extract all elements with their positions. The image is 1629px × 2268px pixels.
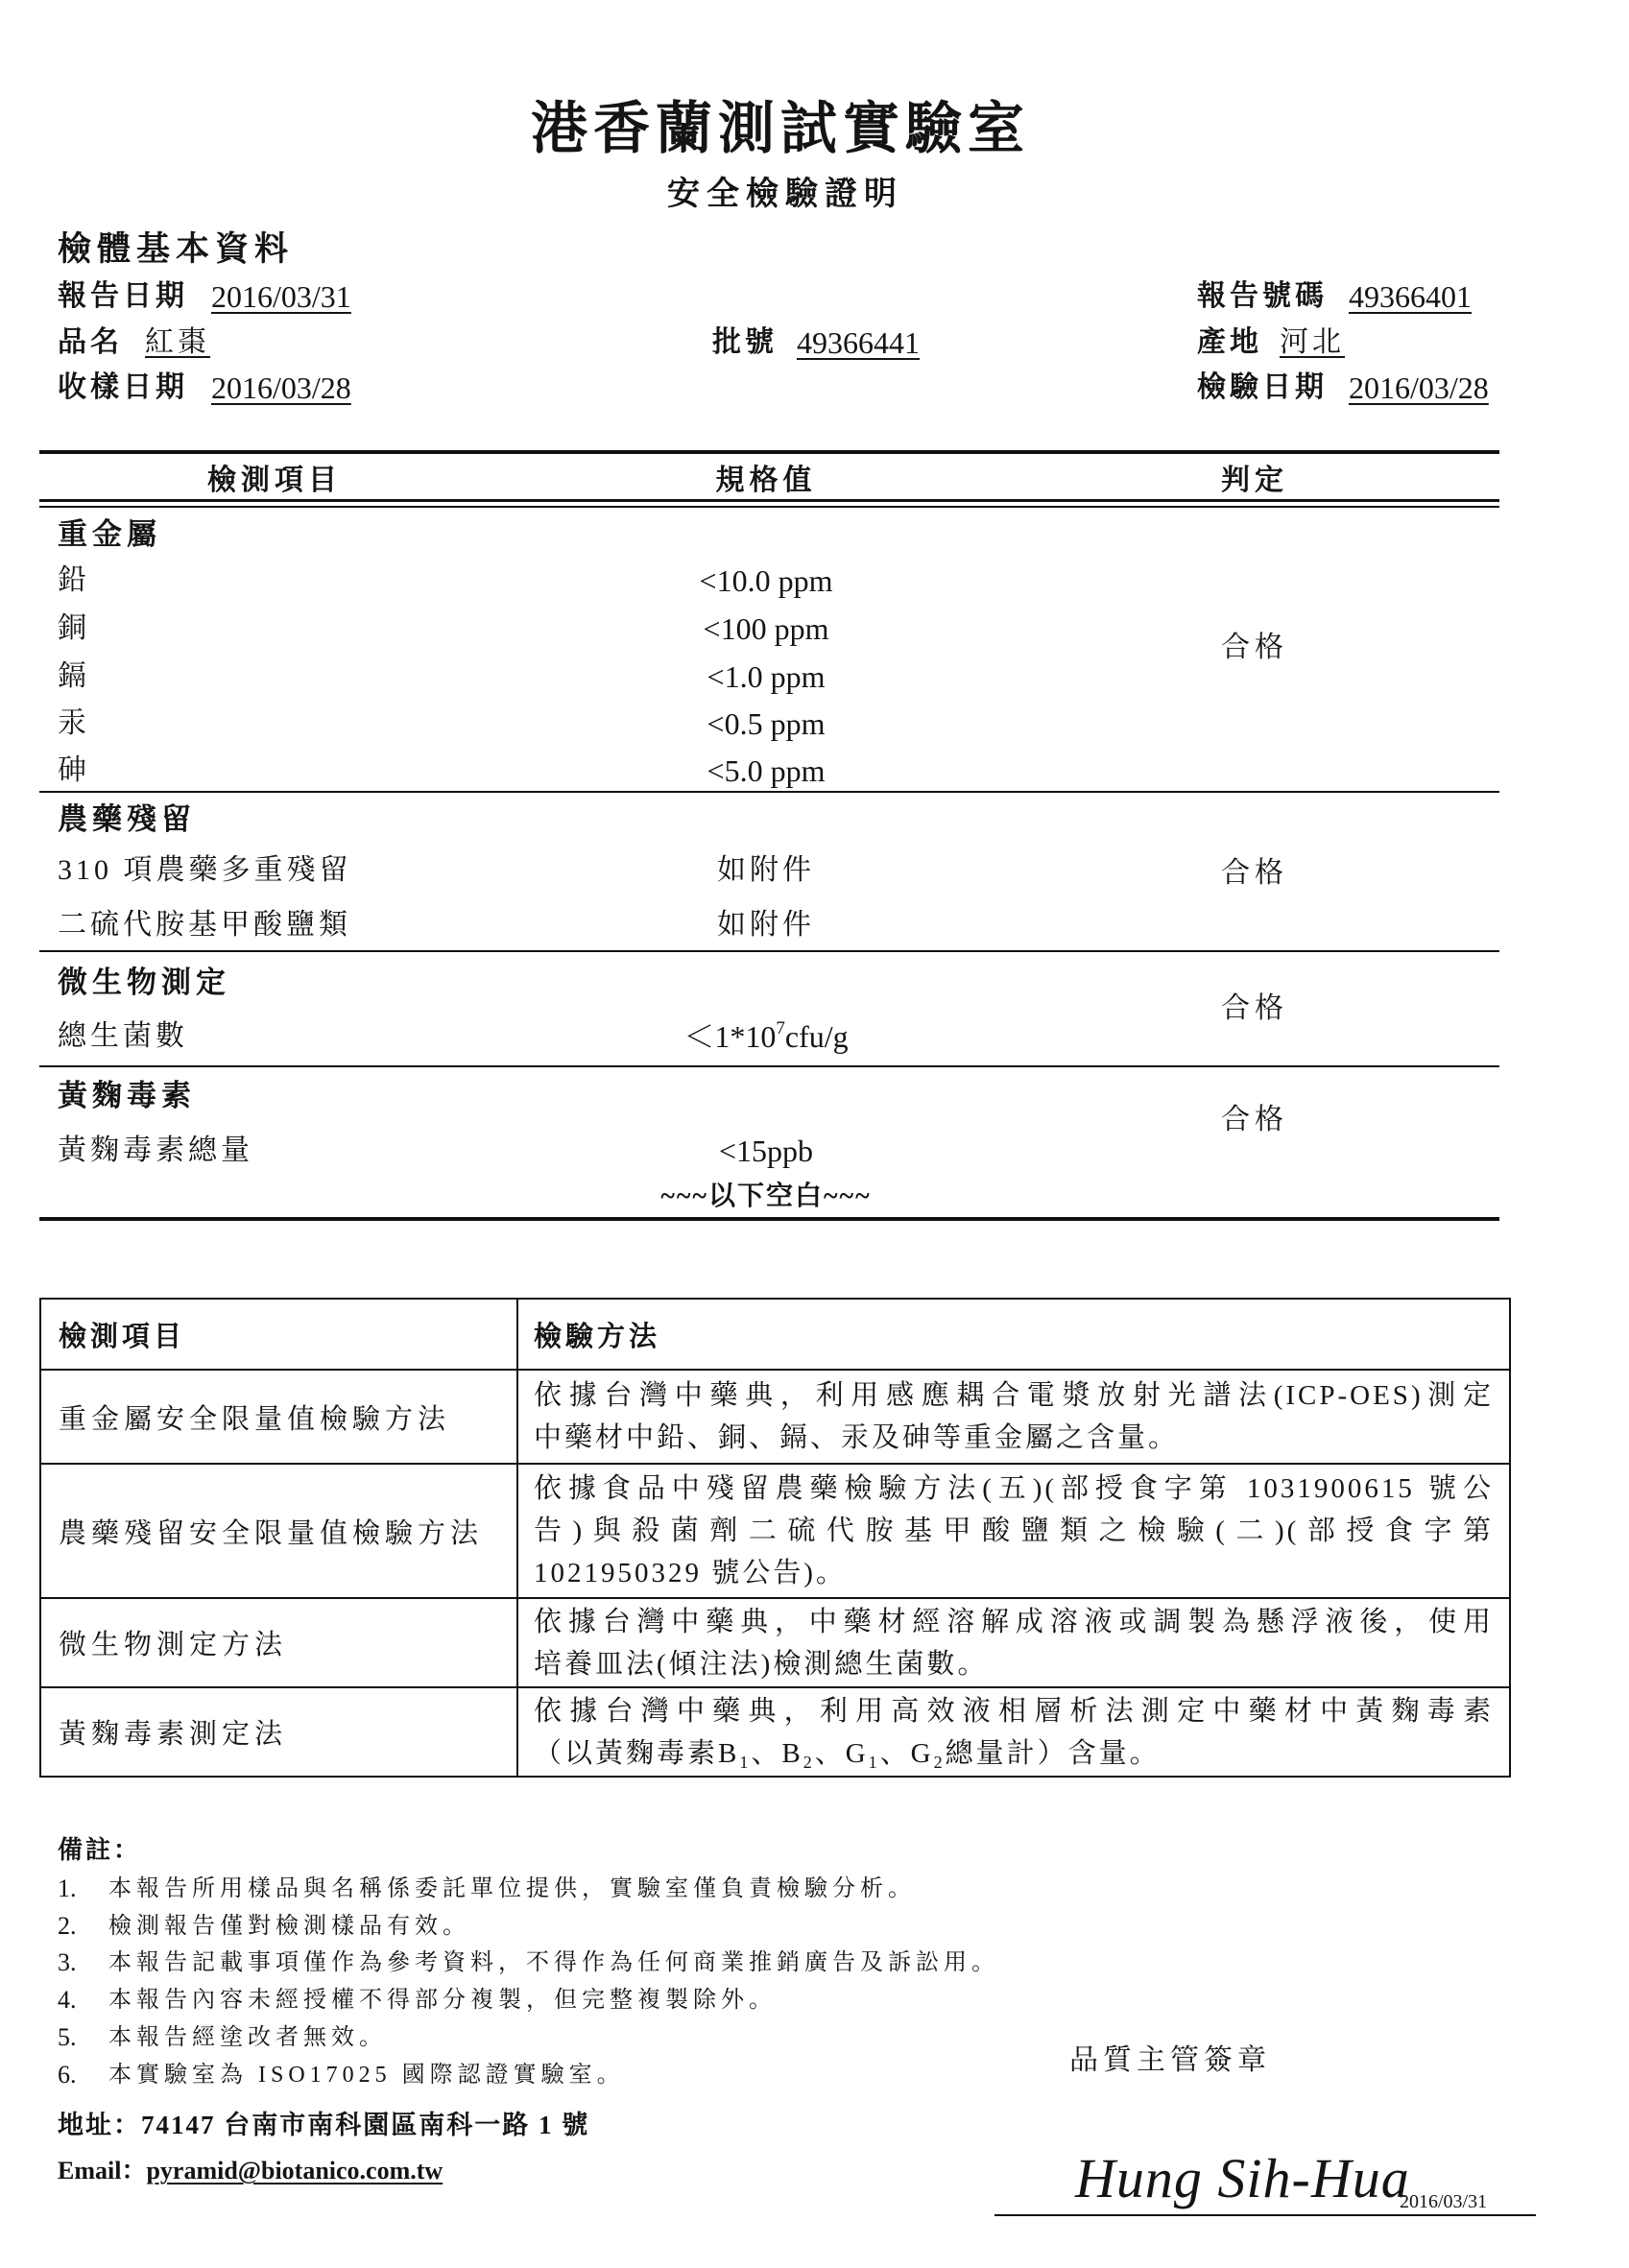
received-date-value: 2016/03/28 — [211, 370, 351, 405]
text-part: 、G — [879, 1737, 934, 1769]
item-cadmium: 鎘 — [58, 660, 90, 692]
test-date-label: 檢驗日期 — [1197, 371, 1328, 403]
report-date-value: 2016/03/31 — [211, 279, 351, 314]
report-number-label: 報告號碼 — [1197, 280, 1328, 312]
method-desc-line: 中藥材中鉛、銅、鎘、汞及砷等重金屬之含量。 — [534, 1422, 1180, 1453]
text-part: （以黃麴毒素B — [534, 1737, 740, 1769]
method-desc-cell-aflatoxin — [518, 1688, 1509, 1776]
method-item-heavy-metals: 重金屬安全限量值檢驗方法 — [59, 1403, 451, 1435]
signature-line — [994, 2214, 1536, 2216]
test-methods-table — [39, 1298, 1511, 1778]
spec-mercury: <0.5 ppm — [707, 706, 826, 741]
method-item-cell-pesticide — [41, 1465, 518, 1599]
methods-header-method: 檢驗方法 — [534, 1321, 661, 1352]
method-item-pesticide: 農藥殘留安全限量值檢驗方法 — [59, 1517, 484, 1549]
note-number: 1. — [58, 1874, 77, 1902]
note-number: 4. — [58, 1986, 77, 2014]
report-date-label: 報告日期 — [58, 280, 188, 312]
spec-total-plate-count — [574, 1018, 958, 1055]
handwritten-signature: Hung Sih-Hua — [1075, 2147, 1410, 2209]
specimen-info-heading: 檢體基本資料 — [58, 230, 295, 268]
spec-tpc-base: ＜1*10 — [683, 1019, 777, 1054]
spec-multi-pesticide: 如附件 — [717, 854, 815, 886]
spec-tpc-unit: cfu/g — [784, 1019, 849, 1054]
subscript: 1 — [868, 1752, 880, 1772]
spec-total-aflatoxin: <15ppb — [718, 1134, 814, 1168]
section-rule-microbial — [39, 1065, 1499, 1067]
section-heavy-metals: 重金屬 — [58, 517, 161, 551]
note-number: 5. — [58, 2023, 77, 2051]
spec-arsenic: <5.0 ppm — [707, 753, 826, 788]
method-desc-line-subscripts — [534, 1732, 1494, 1775]
note-text: 本報告所用樣品與名稱係委託單位提供，實驗室僅負責檢驗分析。 — [108, 1876, 916, 1901]
method-desc-line: 依據食品中殘留農藥檢驗方法(五)(部授食字第 1031900615 號公 — [534, 1473, 1494, 1504]
section-rule-heavy-metals — [39, 791, 1499, 793]
batch-number-label: 批號 — [712, 326, 778, 358]
method-item-cell-heavy-metals — [41, 1371, 518, 1465]
address-label: 地址： — [58, 2111, 141, 2139]
method-desc-line: 告)與殺菌劑二硫代胺基甲酸鹽類之檢驗(二)(部授食字第 — [534, 1516, 1494, 1546]
method-desc-cell-heavy-metals — [518, 1371, 1509, 1465]
method-desc-line: 依據台灣中藥典，中藥材經溶解成溶液或調製為懸浮液後，使用 — [534, 1606, 1494, 1637]
notes-heading: 備註： — [58, 1836, 142, 1864]
method-desc-cell-pesticide — [518, 1465, 1509, 1599]
section-microbial: 微生物測定 — [58, 966, 230, 999]
subscript: 2 — [803, 1752, 815, 1772]
subscript: 2 — [933, 1752, 946, 1772]
note-text: 本報告經塗改者無效。 — [108, 2025, 387, 2050]
origin-value: 河北 — [1280, 326, 1345, 358]
product-name-value: 紅棗 — [145, 326, 210, 358]
email-address: pyramid@biotanico.com.tw — [146, 2157, 443, 2184]
item-dithiocarbamates: 二硫代胺基甲酸鹽類 — [58, 909, 351, 941]
section-pesticide-residue: 農藥殘留 — [58, 802, 196, 836]
method-item-aflatoxin: 黃麴毒素測定法 — [59, 1719, 288, 1750]
item-total-plate-count: 總生菌數 — [58, 1020, 188, 1052]
blank-below-marker: ~~~以下空白~~~ — [660, 1182, 872, 1211]
results-table-top-rule — [39, 450, 1499, 454]
methods-header-method-cell — [518, 1300, 1509, 1371]
address-value: 74147 台南市南科園區南科一路 1 號 — [141, 2111, 590, 2139]
spec-lead: <10.0 ppm — [699, 563, 833, 598]
note-text: 本實驗室為 ISO17025 國際認證實驗室。 — [108, 2063, 625, 2088]
text-part: 、B — [751, 1737, 803, 1769]
method-desc-cell-microbial — [518, 1599, 1509, 1688]
item-total-aflatoxin: 黃麴毒素總量 — [58, 1134, 253, 1166]
batch-number-value: 49366441 — [797, 325, 920, 360]
section-aflatoxin: 黃麴毒素 — [58, 1079, 196, 1112]
note-text: 本報告記載事項僅作為參考資料，不得作為任何商業推銷廣告及訴訟用。 — [108, 1950, 999, 1975]
note-number: 2. — [58, 1912, 77, 1940]
method-desc-line: 培養皿法(傾注法)檢測總生菌數。 — [534, 1648, 989, 1680]
certificate-subtitle: 安全檢驗證明 — [667, 177, 903, 212]
item-lead: 鉛 — [58, 564, 90, 596]
results-header-rule-2 — [39, 506, 1499, 508]
section-rule-pesticide — [39, 950, 1499, 952]
address-line — [58, 2109, 589, 2141]
spec-cadmium: <1.0 ppm — [707, 659, 826, 694]
text-part: 、G — [814, 1737, 869, 1769]
method-desc-line: 依據台灣中藥典，利用感應耦合電漿放射光譜法(ICP-OES)測定 — [534, 1380, 1494, 1411]
methods-header-item: 檢測項目 — [59, 1321, 186, 1352]
received-date-label: 收樣日期 — [58, 371, 188, 403]
results-table-bottom-rule — [39, 1217, 1499, 1221]
spec-dithiocarbamates: 如附件 — [717, 909, 815, 941]
lab-name-title: 港香蘭測試實驗室 — [530, 97, 1030, 160]
subscript: 1 — [739, 1752, 752, 1772]
note-number: 3. — [58, 1948, 77, 1976]
methods-header-item-cell — [41, 1300, 518, 1371]
spec-tpc-exponent: 7 — [776, 1018, 785, 1039]
results-col-spec: 規格值 — [715, 465, 817, 496]
method-item-cell-microbial — [41, 1599, 518, 1688]
verdict-pesticide-residue: 合格 — [1221, 857, 1288, 889]
method-desc-line: 1021950329 號公告)。 — [534, 1558, 847, 1588]
results-header-rule-1 — [39, 499, 1499, 502]
method-desc-line: 依據台灣中藥典，利用高效液相層析法測定中藥材中黃麴毒素 — [534, 1695, 1494, 1727]
note-number: 6. — [58, 2061, 77, 2089]
signature-date: 2016/03/31 — [1400, 2191, 1488, 2212]
verdict-microbial: 合格 — [1221, 992, 1288, 1024]
text-part: 總量計）含量。 — [945, 1737, 1161, 1769]
product-name-label: 品名 — [58, 326, 123, 358]
item-copper: 銅 — [58, 612, 90, 644]
report-number-value: 49366401 — [1349, 279, 1472, 314]
email-label: Email： — [58, 2157, 147, 2184]
item-arsenic: 砷 — [58, 754, 90, 786]
results-col-test-item: 檢測項目 — [207, 465, 342, 496]
verdict-heavy-metals: 合格 — [1221, 632, 1288, 663]
method-item-cell-aflatoxin — [41, 1688, 518, 1776]
results-col-verdict: 判定 — [1221, 465, 1288, 496]
item-mercury: 汞 — [58, 707, 90, 739]
email-line — [58, 2155, 443, 2187]
test-date-value: 2016/03/28 — [1349, 370, 1489, 405]
note-text: 檢測報告僅對檢測樣品有效。 — [108, 1914, 470, 1939]
item-multi-pesticide: 310 項農藥多重殘留 — [58, 854, 352, 886]
note-text: 本報告內容未經授權不得部分複製，但完整複製除外。 — [108, 1988, 777, 2013]
origin-label: 產地 — [1197, 326, 1262, 358]
qa-supervisor-signature-label: 品質主管簽章 — [1069, 2044, 1271, 2076]
spec-copper: <100 ppm — [703, 611, 829, 646]
verdict-aflatoxin: 合格 — [1221, 1104, 1288, 1135]
method-item-microbial: 微生物測定方法 — [59, 1630, 288, 1660]
